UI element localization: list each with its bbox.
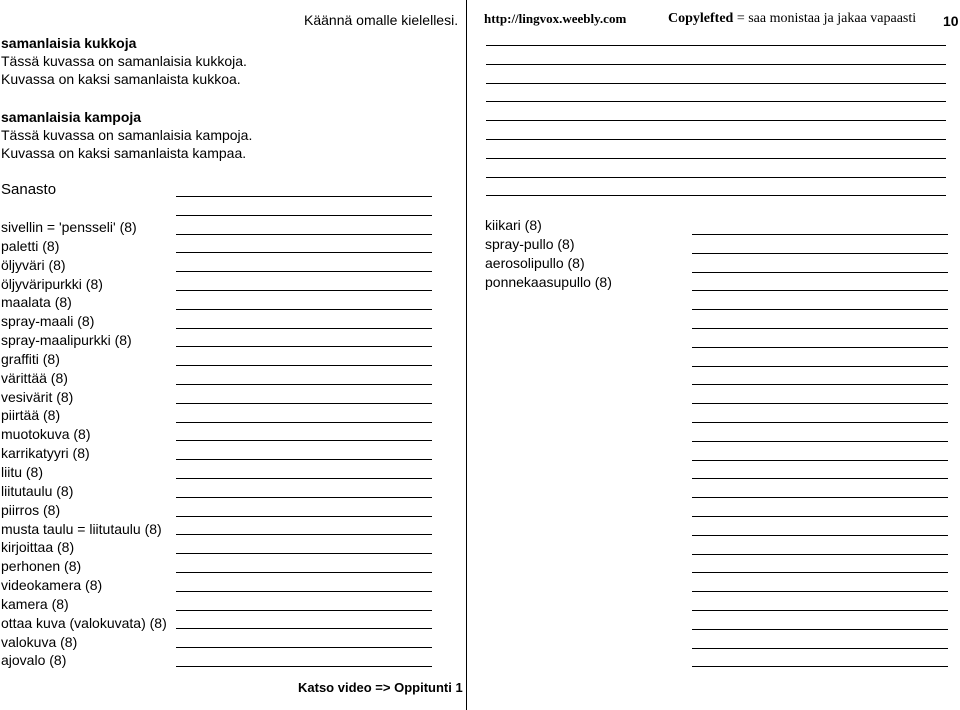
writing-line[interactable] (176, 591, 432, 592)
copyleft-label: Copylefted (668, 11, 734, 26)
writing-line[interactable] (692, 384, 948, 385)
right-word-list (485, 216, 612, 291)
writing-line[interactable] (486, 177, 946, 178)
vocab-word: ponnekaasupullo (8) (485, 273, 612, 290)
writing-line[interactable] (486, 101, 946, 102)
writing-line[interactable] (176, 666, 432, 667)
writing-line[interactable] (692, 309, 948, 310)
writing-line[interactable] (692, 460, 948, 461)
writing-line[interactable] (692, 366, 948, 367)
writing-line[interactable] (176, 271, 432, 272)
writing-line[interactable] (176, 440, 432, 441)
vocab-word: paletti (8) (1, 237, 60, 254)
writing-line[interactable] (176, 252, 432, 253)
writing-line[interactable] (176, 553, 432, 554)
page-divider (466, 0, 467, 710)
sentence-line: Kuvassa on kaksi samanlaista kampaa. (1, 145, 247, 161)
copyleft-text: = saa monistaa ja jakaa vapaasti (733, 11, 917, 26)
writing-line[interactable] (692, 497, 948, 498)
writing-line[interactable] (176, 534, 432, 535)
writing-line[interactable] (486, 139, 946, 140)
writing-line[interactable] (176, 290, 432, 291)
vocab-word: öljyväripurkki (8) (1, 275, 103, 292)
writing-line[interactable] (176, 647, 432, 648)
writing-line[interactable] (176, 422, 432, 423)
vocab-word: värittää (8) (1, 369, 68, 386)
writing-line[interactable] (692, 591, 948, 592)
writing-line[interactable] (692, 253, 948, 254)
writing-line[interactable] (486, 83, 946, 84)
vocab-word: muotokuva (8) (1, 426, 91, 443)
sentence-block-title: samanlaisia kampoja (1, 109, 142, 125)
vocab-word: aerosolipullo (8) (485, 254, 585, 271)
vocab-word: perhonen (8) (1, 558, 82, 575)
vocab-word: spray-maali (8) (1, 313, 95, 330)
vocab-word: piirros (8) (1, 501, 61, 518)
writing-line[interactable] (692, 516, 948, 517)
writing-line[interactable] (692, 666, 948, 667)
vocab-word: spray-pullo (8) (485, 235, 575, 252)
translate-instruction: Käännä omalle kielellesi. (304, 12, 459, 28)
vocab-word: maalata (8) (1, 294, 72, 311)
writing-line[interactable] (692, 610, 948, 611)
writing-line[interactable] (692, 629, 948, 630)
writing-line[interactable] (692, 572, 948, 573)
writing-line[interactable] (176, 403, 432, 404)
writing-line[interactable] (692, 290, 948, 291)
writing-line[interactable] (692, 648, 948, 649)
sentence-block-title: samanlaisia kukkoja (1, 35, 137, 51)
writing-line[interactable] (176, 309, 432, 310)
video-reference: Katso video => Oppitunti 1 (298, 680, 463, 695)
writing-line[interactable] (486, 158, 946, 159)
writing-line[interactable] (176, 365, 432, 366)
writing-line[interactable] (486, 195, 946, 196)
writing-line[interactable] (692, 535, 948, 536)
writing-line[interactable] (692, 234, 948, 235)
site-url-link[interactable]: http://lingvox.weebly.com (484, 11, 627, 26)
vocab-word: piirtää (8) (1, 407, 61, 424)
vocab-word: valokuva (8) (1, 633, 78, 650)
vocab-word: ottaa kuva (valokuvata) (8) (1, 614, 167, 631)
writing-line[interactable] (692, 478, 948, 479)
page-number: 10 (943, 13, 959, 29)
vocab-word: karrikatyyri (8) (1, 445, 90, 462)
vocab-word: spray-maalipurkki (8) (1, 332, 132, 349)
sentence-line: Tässä kuvassa on samanlaisia kukkoja. (1, 53, 247, 69)
writing-line[interactable] (176, 628, 432, 629)
writing-line[interactable] (176, 346, 432, 347)
writing-line[interactable] (692, 441, 948, 442)
writing-line[interactable] (176, 478, 432, 479)
vocab-word: vesivärit (8) (1, 388, 74, 405)
writing-line[interactable] (486, 120, 946, 121)
writing-line[interactable] (176, 328, 432, 329)
left-word-list (1, 218, 167, 670)
vocab-word: kamera (8) (1, 595, 69, 612)
sentence-block-kukkoja (1, 34, 247, 88)
copyleft-notice (668, 11, 916, 27)
vocab-word: videokamera (8) (1, 577, 103, 594)
vocab-word: öljyväri (8) (1, 256, 66, 273)
vocab-word: kirjoittaa (8) (1, 539, 75, 556)
writing-line[interactable] (692, 272, 948, 273)
writing-line[interactable] (176, 384, 432, 385)
writing-line[interactable] (176, 234, 432, 235)
sentence-block-kampoja (1, 108, 252, 162)
writing-line[interactable] (176, 196, 432, 197)
writing-line[interactable] (692, 328, 948, 329)
vocab-word: liitu (8) (1, 463, 44, 480)
writing-line[interactable] (692, 403, 948, 404)
vocab-word: liitutaulu (8) (1, 482, 74, 499)
vocab-word: sivellin = 'pensseli' (8) (1, 219, 137, 235)
vocab-word: ajovalo (8) (1, 652, 67, 669)
writing-line[interactable] (176, 610, 432, 611)
vocab-word: graffiti (8) (1, 350, 60, 367)
vocabulary-title: Sanasto (1, 181, 57, 198)
writing-line[interactable] (692, 347, 948, 348)
writing-line[interactable] (692, 422, 948, 423)
writing-line[interactable] (176, 516, 432, 517)
writing-line[interactable] (176, 215, 432, 216)
vocab-word: musta taulu = liitutaulu (8) (1, 520, 162, 537)
writing-line[interactable] (692, 554, 948, 555)
writing-line[interactable] (176, 459, 432, 460)
writing-line[interactable] (486, 64, 946, 65)
writing-line[interactable] (486, 45, 946, 46)
sentence-line: Kuvassa on kaksi samanlaista kukkoa. (1, 71, 241, 87)
writing-line[interactable] (176, 572, 432, 573)
sentence-line: Tässä kuvassa on samanlaisia kampoja. (1, 127, 253, 143)
writing-line[interactable] (176, 497, 432, 498)
vocab-word: kiikari (8) (485, 217, 542, 233)
